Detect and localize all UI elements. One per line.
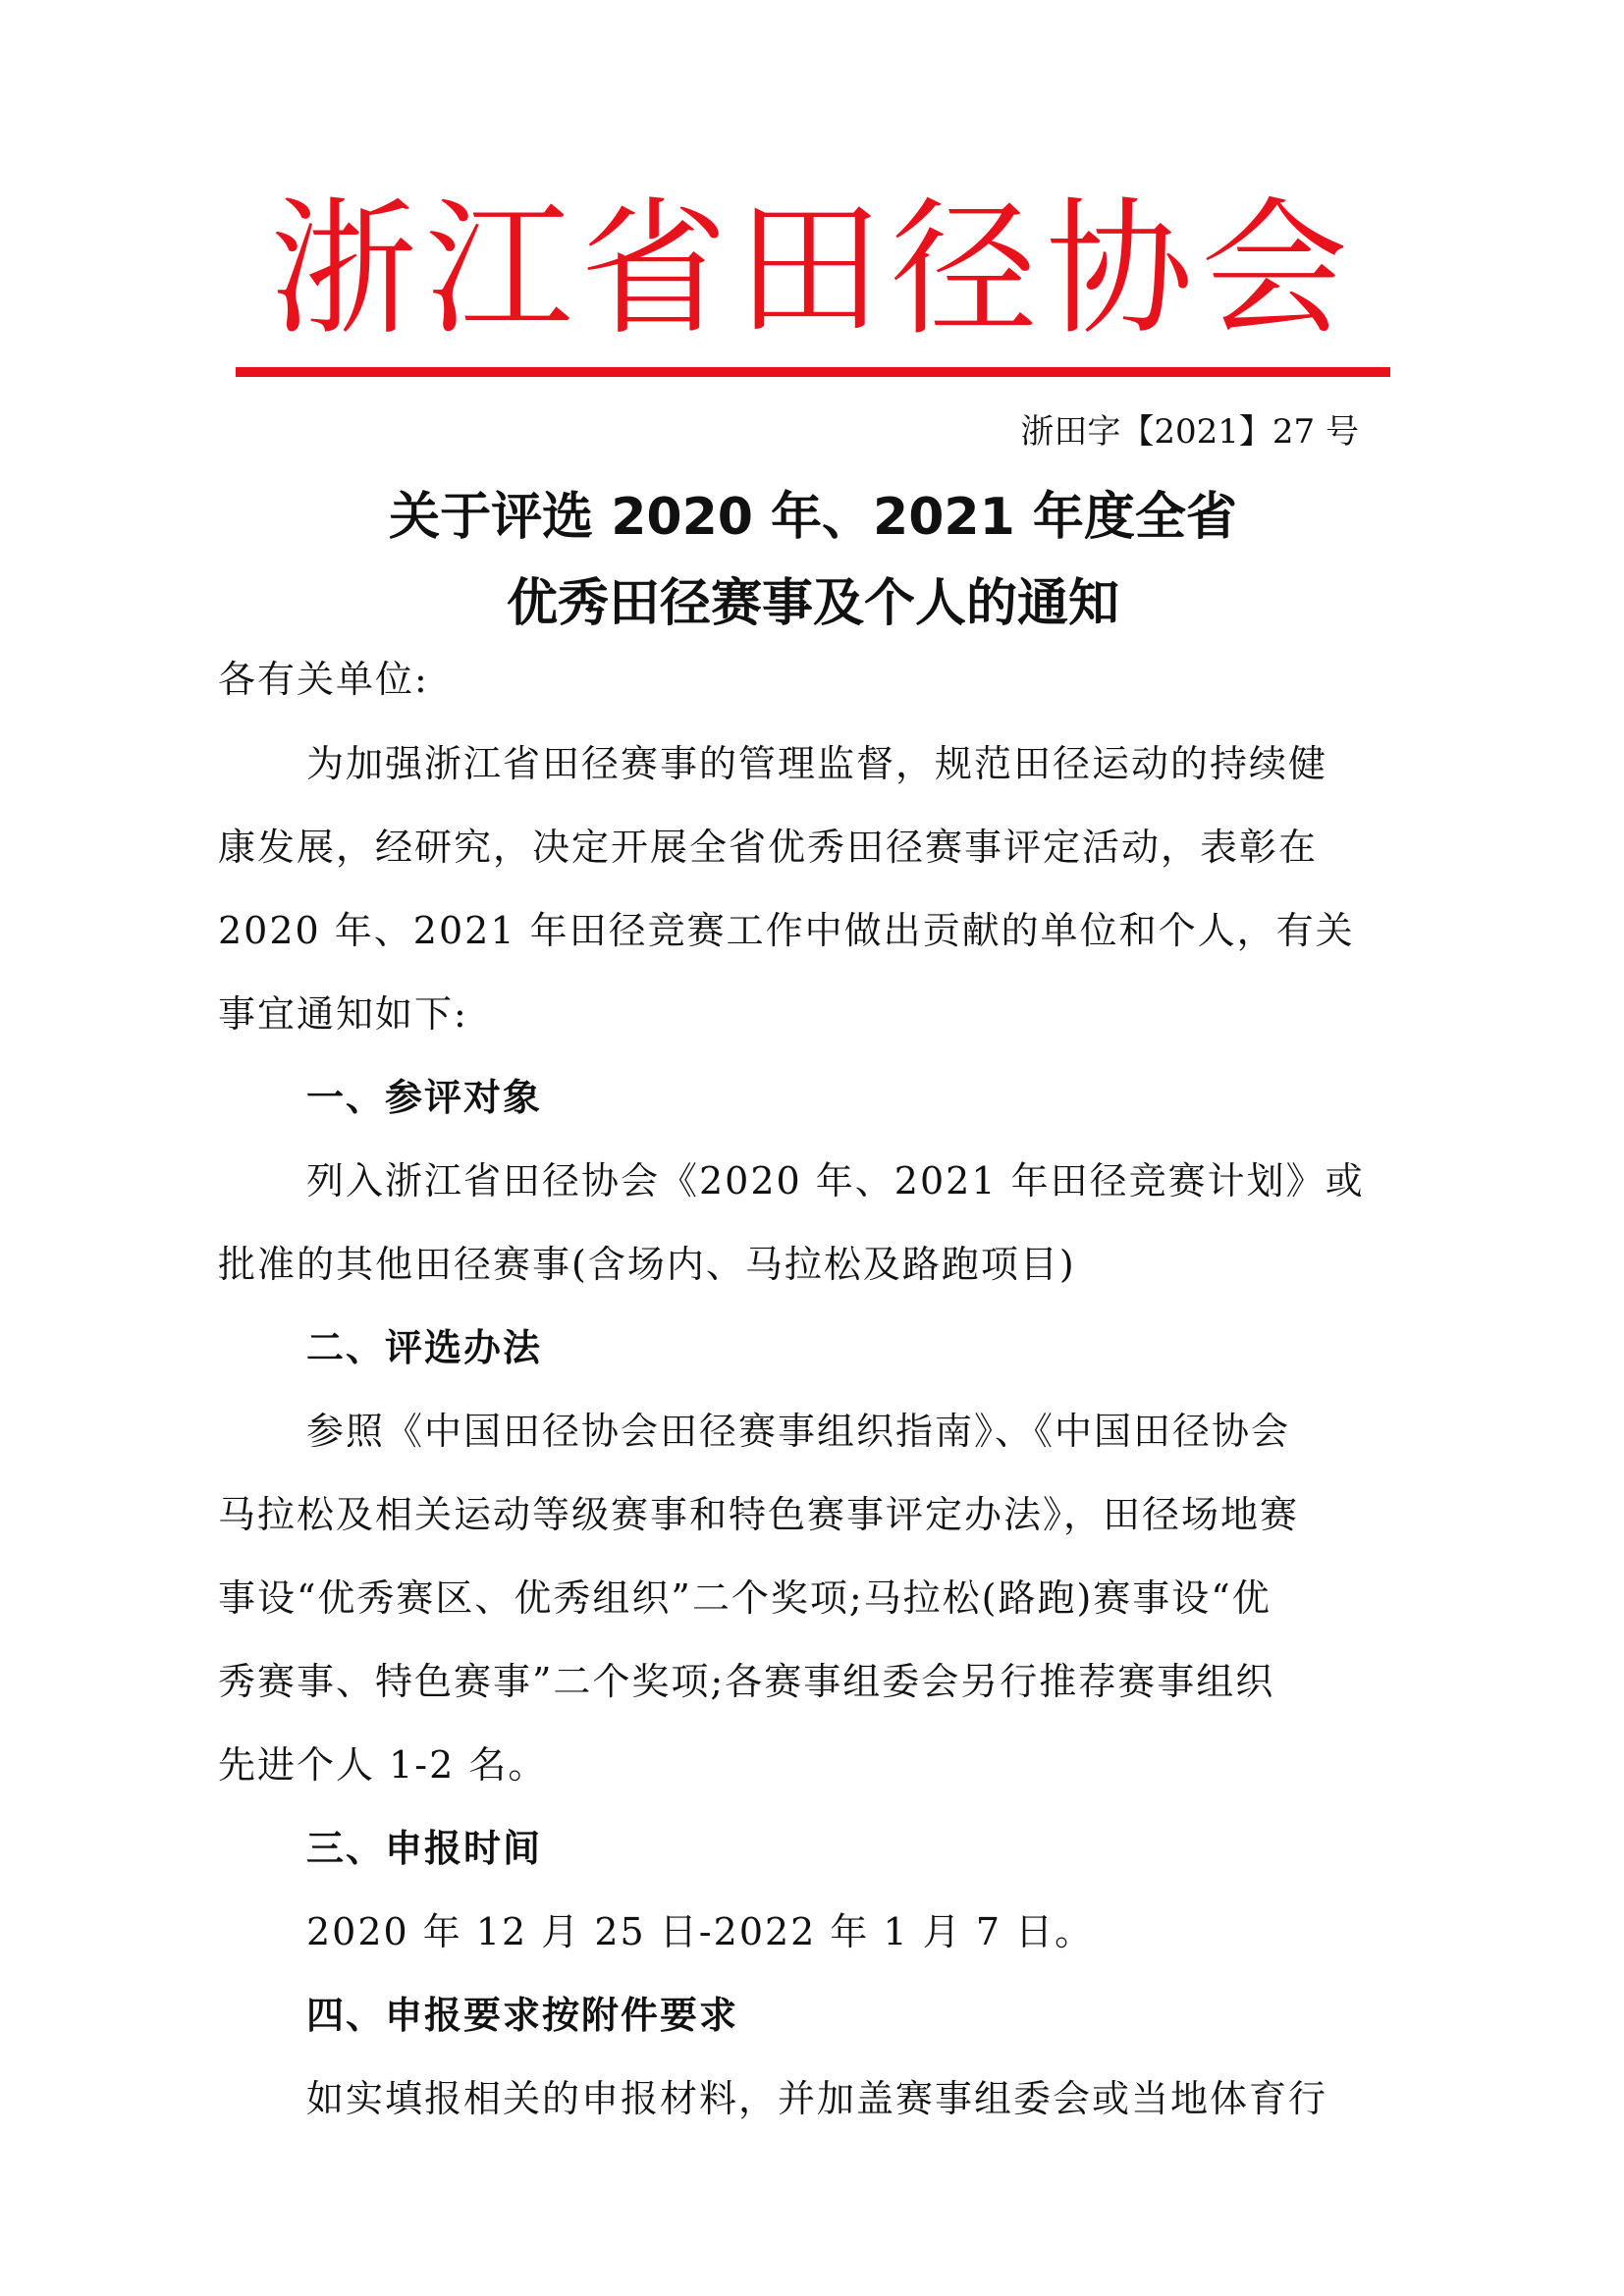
- section-4-text: 如实填报相关的申报材料，并加盖赛事组委会或当地体育行: [306, 2077, 1328, 2120]
- salutation: 各有关单位:: [218, 658, 429, 701]
- paragraph-1-line-3: 2020 年、2021 年田径竞赛工作中做出贡献的单位和个人，有关: [218, 909, 1355, 952]
- section-2-line-3: 事设“优秀赛区、优秀组织”二个奖项;马拉松(路跑)赛事设“优: [218, 1576, 1272, 1620]
- section-3-heading: 三、申报时间: [306, 1827, 543, 1870]
- document-title-line-1: 关于评选 2020 年、2021 年度全省: [389, 488, 1237, 547]
- document-number: 浙田字【2021】27 号: [1020, 412, 1359, 452]
- red-divider-rule: [236, 367, 1390, 377]
- section-1-line-1: 列入浙江省田径协会《2020 年、2021 年田径竞赛计划》或: [306, 1159, 1365, 1202]
- section-2-line-4: 秀赛事、特色赛事”二个奖项;各赛事组委会另行推荐赛事组织: [218, 1660, 1275, 1703]
- section-2-line-5: 先进个人 1-2 名。: [218, 1743, 548, 1787]
- section-1-line-2: 批准的其他田径赛事(含场内、马拉松及路跑项目): [218, 1243, 1076, 1286]
- section-3-text: 2020 年 12 月 25 日-2022 年 1 月 7 日。: [306, 1910, 1095, 1953]
- paragraph-1-line-1: 为加强浙江省田径赛事的管理监督，规范田径运动的持续健: [306, 742, 1328, 785]
- document-title-line-2: 优秀田径赛事及个人的通知: [506, 574, 1119, 633]
- section-1-heading: 一、参评对象: [306, 1076, 543, 1119]
- paragraph-1-line-4: 事宜通知如下:: [218, 992, 468, 1036]
- section-2-line-1: 参照《中国田径协会田径赛事组织指南》、《中国田径协会: [306, 1410, 1291, 1453]
- section-4-heading: 四、申报要求按附件要求: [306, 1994, 739, 2037]
- section-2-heading: 二、评选办法: [306, 1326, 543, 1369]
- section-2-line-2: 马拉松及相关运动等级赛事和特色赛事评定办法》，田径场地赛: [218, 1493, 1300, 1536]
- organization-masthead: 浙江省田径协会: [269, 185, 1356, 355]
- paragraph-1-line-2: 康发展，经研究，决定开展全省优秀田径赛事评定活动，表彰在: [218, 826, 1319, 869]
